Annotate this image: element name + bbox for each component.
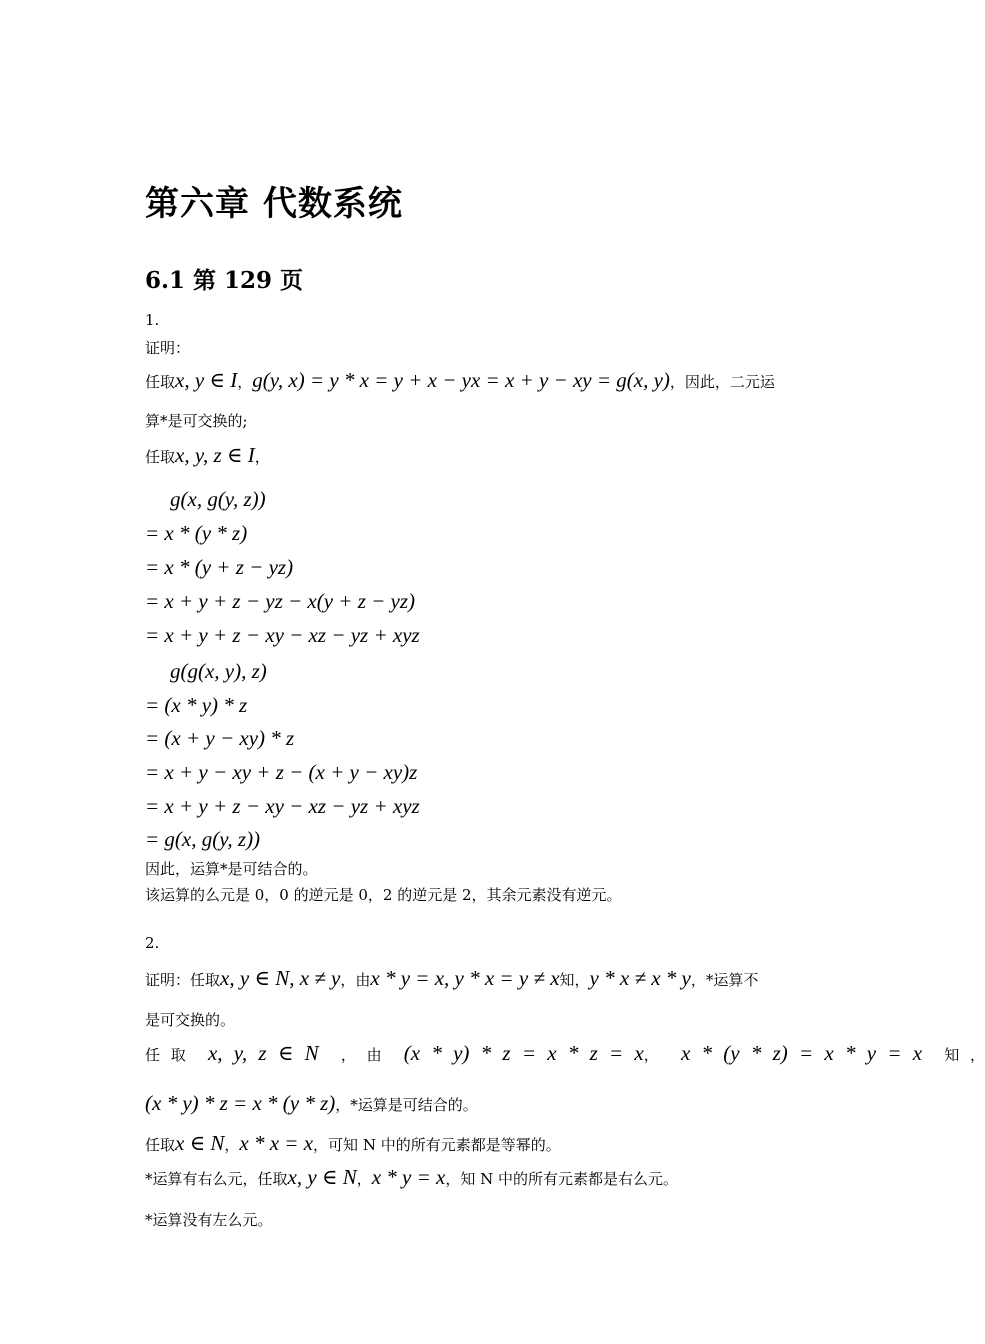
chapter-title: 第六章 代数系统 [145,184,403,224]
p1-l1-sep: ， [237,373,253,391]
p2-l5-sep: ， [224,1136,240,1154]
eq-line: = x * (y * z) [145,521,248,545]
p1-l1-math1: x, y ∈ I [175,368,238,392]
p2-l1-math3: y * x ≠ x * y [589,966,691,990]
p2-l6-sep: ， [356,1170,372,1188]
p2-l1-mid: ，由 [340,971,371,989]
eq-line: g(x, g(y, z)) [170,487,266,511]
p2-line-5 [145,1131,561,1156]
eq-line: = x + y + z − yz − x(y + z − yz) [145,589,416,613]
eq-line: = g(x, g(y, z)) [145,827,261,851]
section-title: 6.1 第 129 页 [145,267,304,294]
eq-line: = x + y + z − xy − xz − yz + xyz [145,794,420,818]
p1-conclusion-1: 因此，运算*是可结合的。 [145,860,318,878]
p2-l5-suffix: ，可知 N 中的所有元素都是等幂的。 [313,1136,561,1154]
p1-conclusion-2: 该运算的么元是 0，0 的逆元是 0，2 的逆元是 2，其余元素没有逆元。 [145,886,622,904]
problem-number-2: 2. [145,934,160,952]
p2-l5-math1: x ∈ N [175,1131,225,1155]
eq-line: = x + y + z − xy − xz − yz + xyz [145,623,420,647]
p2-l1-mid2: 知， [559,971,590,989]
p2-l3-math1: x, y, z ∈ N [207,1041,319,1065]
p2-l3-math3: x * (y * z) = x * y = x [680,1041,923,1065]
p1-l1-prefix: 任取 [145,373,176,391]
p2-line-6 [145,1165,678,1190]
eq-line: g(g(x, y), z) [170,659,267,683]
p1-l1-math2: g(y, x) = y * x = y + x − yx = x + y − xy = g(x, y) [252,368,670,392]
p2-l4-suffix: ，*运算是可结合的。 [335,1096,478,1114]
p2-l6-math1: x, y ∈ N [287,1165,357,1189]
p1-l3-prefix: 任取 [145,448,176,466]
p2-l1-suffix: ，*运算不 [690,971,759,989]
p2-line-3 [145,1041,985,1066]
p2-l3-math2: (x * y) * z = x * z = x [403,1041,644,1065]
p2-l6-prefix: *运算有右么元，任取 [145,1170,288,1188]
p2-line-1 [145,966,758,991]
eq-line: = (x + y − xy) * z [145,726,295,750]
p2-l6-math2: x * y = x [371,1165,446,1189]
p2-l3-mid: ， 由 [340,1046,382,1064]
p2-l4-math: (x * y) * z = x * (y * z) [145,1091,336,1115]
p1-line-3 [145,443,270,468]
p1-l3-suffix: ， [254,448,270,466]
p1-line-2: 算*是可交换的; [145,412,248,430]
p1-line-1 [145,368,775,393]
p2-line-2: 是可交换的。 [145,1011,236,1029]
p1-l3-math: x, y, z ∈ I [175,443,255,467]
problem-number-1: 1. [145,311,160,329]
eq-line: = x * (y + z − yz) [145,555,294,579]
p2-l5-prefix: 任取 [145,1136,176,1154]
p2-l6-suffix: ，知 N 中的所有元素都是右么元。 [445,1170,679,1188]
proof-label-1: 证明： [145,339,191,357]
p2-l3-prefix: 任 取 [145,1046,186,1064]
p2-l1-prefix: 证明：任取 [145,971,221,989]
p1-l1-suffix: ，因此，二元运 [669,373,775,391]
p2-l5-math2: x * x = x [239,1131,314,1155]
p2-l3-sep: ， [643,1046,659,1064]
p2-line-7: *运算没有左么元。 [145,1211,273,1229]
p2-l1-math1: x, y ∈ N, x ≠ y [220,966,341,990]
p2-l3-suffix: 知 ， [944,1046,985,1064]
eq-line: = x + y − xy + z − (x + y − xy)z [145,760,418,784]
p2-l1-math2: x * y = x, y * x = y ≠ x [370,966,560,990]
p2-line-4 [145,1091,478,1116]
eq-line: = (x * y) * z [145,693,248,717]
